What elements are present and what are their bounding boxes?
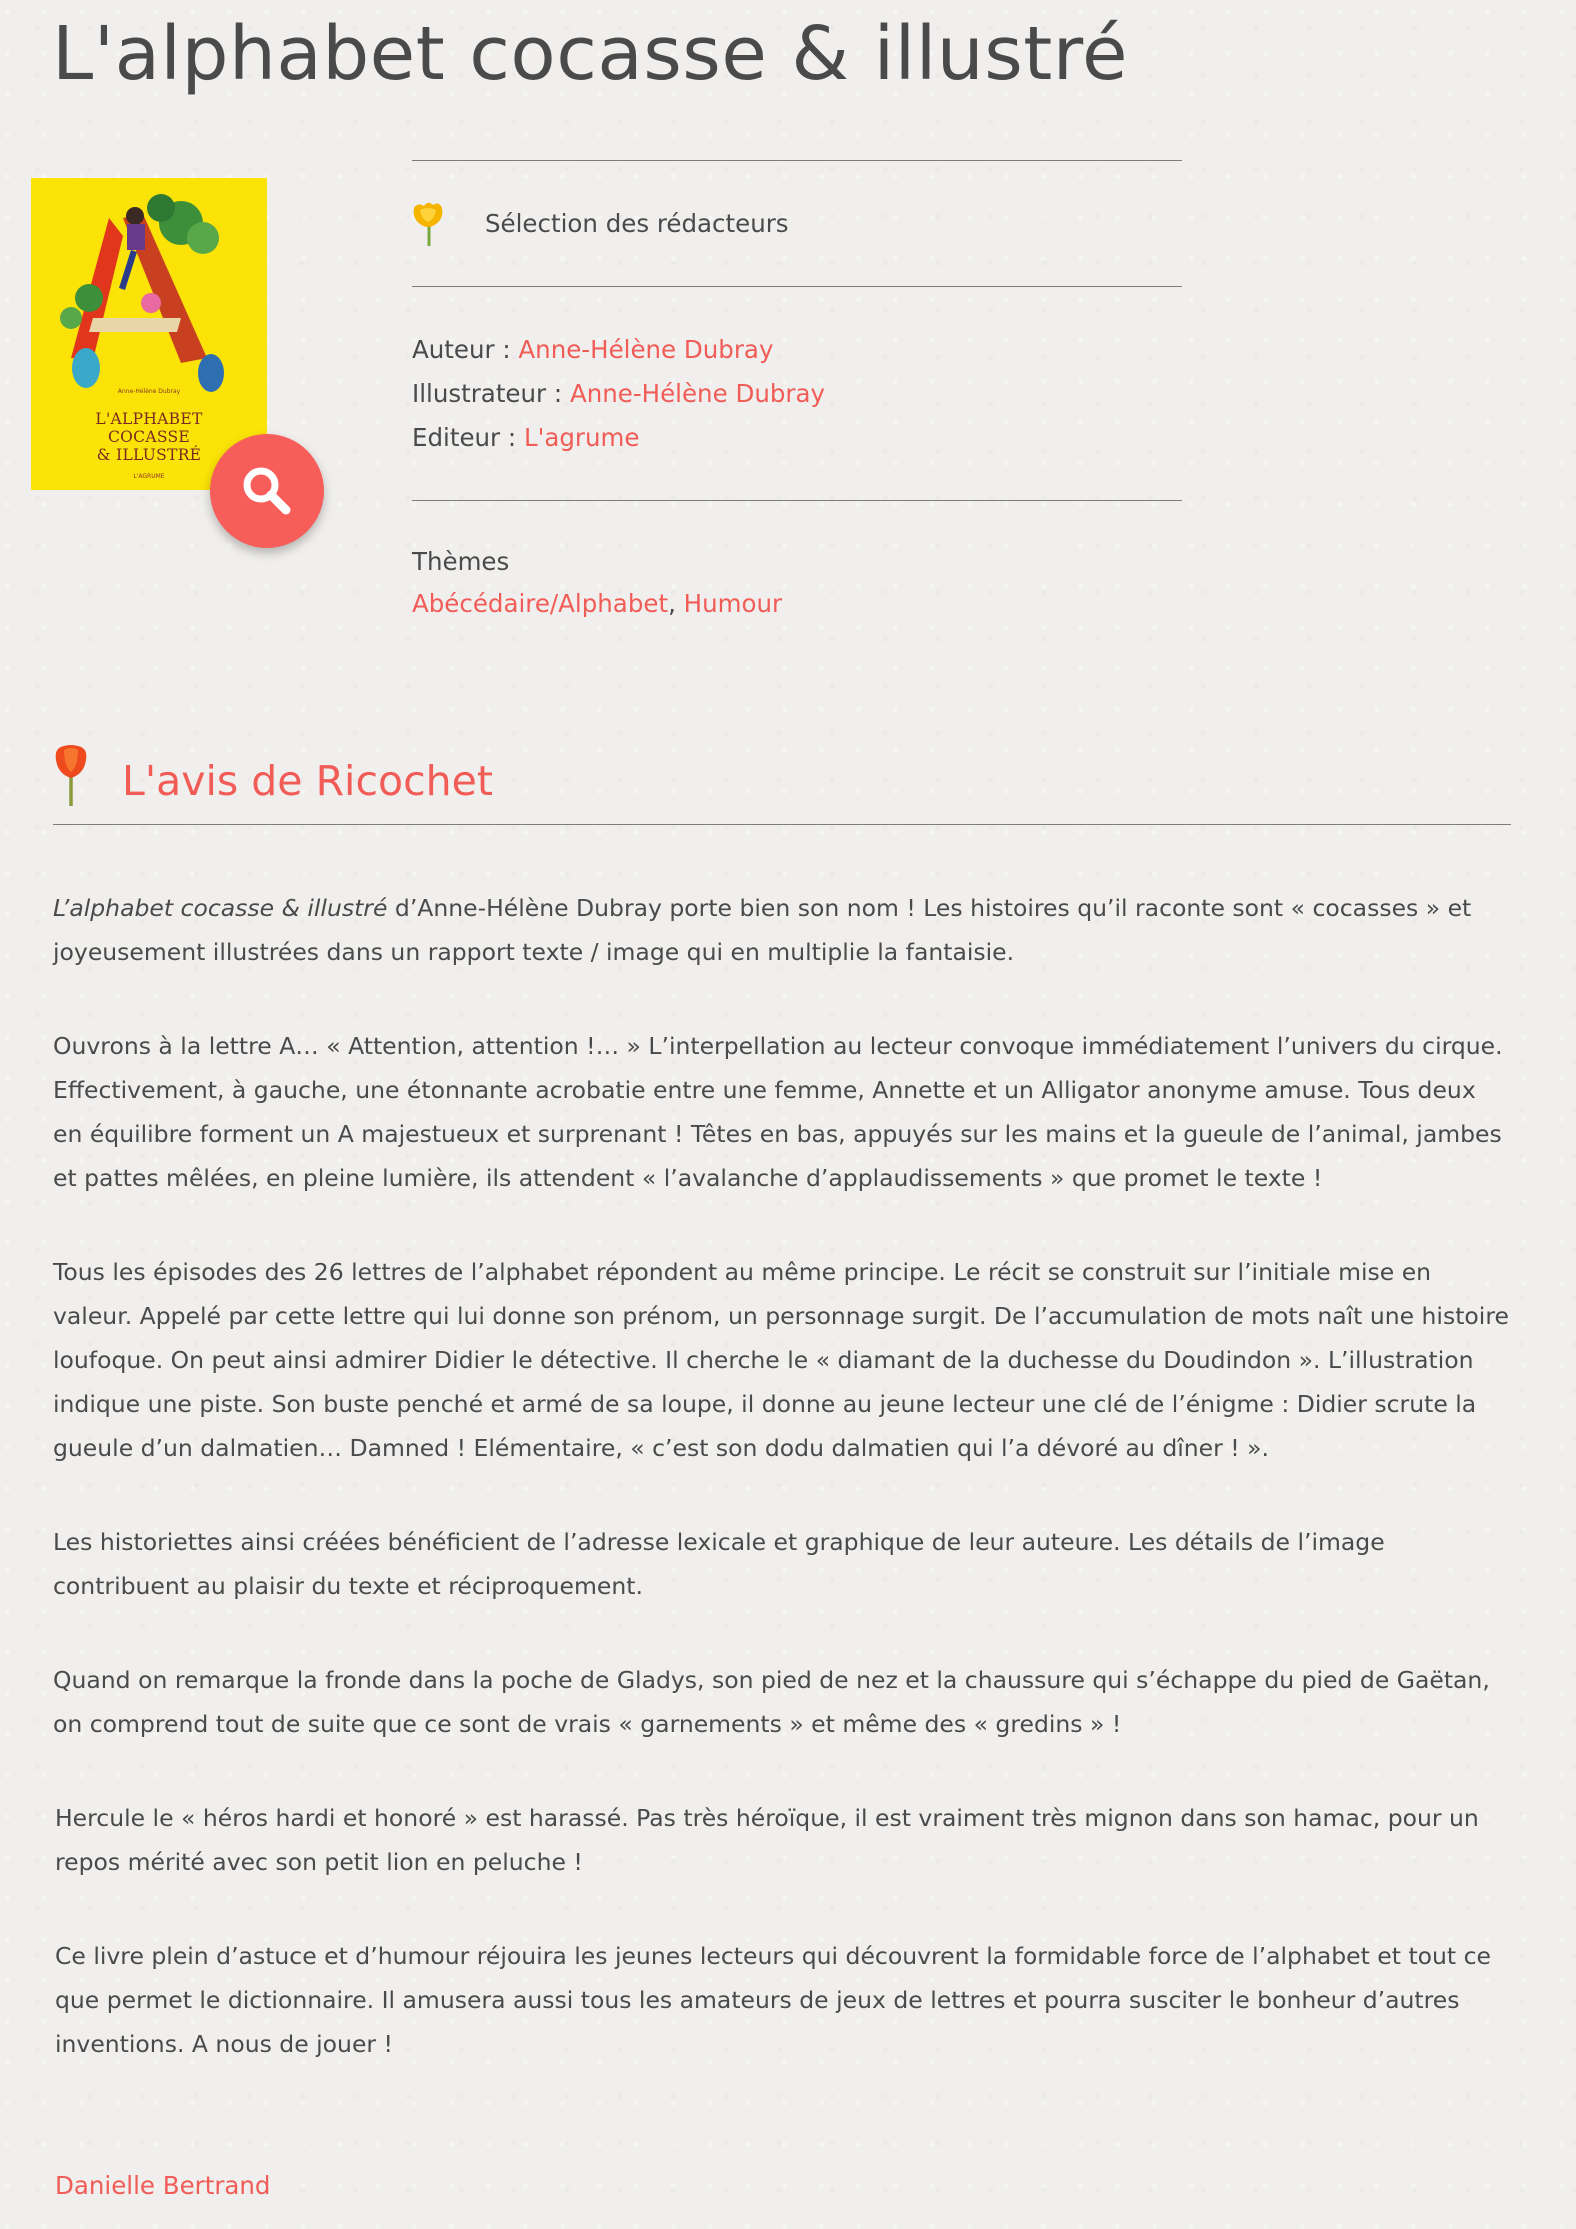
review-paragraph: Tous les épisodes des 26 lettres de l’alphabet répondent au même principe. Le récit se construit sur l’initiale mise en valeur. Appelé par cette lettre qui lui donne son prénom, un personnage surgit. De l’accumulation de mots naît une histoire loufoque. On peut ainsi admirer Didier le détective. Il cherche le « diamant de la duchesse du Doudindon ». L’illustration indique une piste. Son buste penché et armé de sa loupe, il donne au jeune lecteur une clé de l’énigme : Didier scrute la gueule d’un dalmatien… Damned ! Elémentaire, « c’est son dodu dalmatien qui l’a dévoré au dîner ! ». (53, 1258, 1509, 1462)
book-cover[interactable] (31, 178, 267, 490)
divider (412, 500, 1182, 501)
author-label: Auteur : (412, 335, 511, 364)
author-link[interactable]: Anne-Hélène Dubray (518, 335, 774, 364)
review-paragraph: Les historiettes ainsi créées bénéficient de l’adresse lexicale et graphique de leur auteure. Les détails de l’image contribuent au plaisir du texte et réciproquement. (53, 1528, 1385, 1600)
zoom-button[interactable] (210, 434, 324, 548)
page-title: L'alphabet cocasse & illustré (52, 11, 1129, 97)
editors-selection-label: Sélection des rédacteurs (485, 209, 789, 238)
book-title-italic: L’alphabet cocasse & illustré (53, 894, 388, 922)
cover-publisher: L'AGRUME (133, 473, 165, 480)
review-paragraph: Ce livre plein d’astuce et d’humour réjouira les jeunes lecteurs qui découvrent la formidable force de l’alphabet et tout ce que permet le dictionnaire. Il amusera aussi tous les amateurs de jeux de lettres et pourra susciter le bonheur d’autres inventions. A nous de jouer ! (55, 1942, 1491, 2058)
divider (412, 160, 1182, 161)
illustrator-link[interactable]: Anne-Hélène Dubray (569, 379, 825, 408)
yellow-flower-icon (408, 200, 448, 250)
section-divider (53, 824, 1511, 825)
illustrator-line (412, 378, 825, 410)
themes-label: Thèmes (412, 547, 510, 576)
magnifier-icon (237, 461, 297, 521)
theme-separator: , (668, 589, 676, 618)
reviewer-signature[interactable]: Danielle Bertrand (55, 2171, 271, 2200)
cover-title-line: L'ALPHABET (95, 410, 203, 428)
theme-link-humour[interactable]: Humour (683, 589, 783, 618)
theme-link-alphabet[interactable]: Abécédaire/Alphabet (412, 589, 669, 618)
author-line (412, 334, 773, 366)
illustrator-label: Illustrateur : (412, 379, 563, 408)
cover-author: Anne-Hélène Dubray (117, 388, 181, 395)
publisher-line (412, 422, 639, 454)
themes-list (412, 588, 782, 620)
review-body (53, 886, 1551, 2116)
review-paragraph: Hercule le « héros hardi et honoré » est harassé. Pas très héroïque, il est vraiment très mignon dans son hamac, pour un repos mérité avec son petit lion en peluche ! (55, 1804, 1479, 1876)
cover-title-line: COCASSE (108, 428, 190, 446)
review-paragraph: Ouvrons à la lettre A… « Attention, attention !… » L’interpellation au lecteur convoque immédiatement l’univers du cirque. Effectivement, à gauche, une étonnante acrobatie entre une femme, Annette et un Alligator anonyme amuse. Tous deux en équilibre forment un A majestueux et surprenant ! Têtes en bas, appuyés sur les mains et la gueule de l’animal, jambes et pattes mêlées, en pleine lumière, ils attendent « l’avalanche d’applaudissements » que promet le texte ! (53, 1032, 1503, 1192)
publisher-link[interactable]: L'agrume (523, 423, 640, 452)
review-title: L'avis de Ricochet (122, 757, 493, 805)
publisher-label: Editeur : (412, 423, 517, 452)
red-flower-icon (48, 744, 94, 810)
review-paragraph: Quand on remarque la fronde dans la poche de Gladys, son pied de nez et la chaussure qui s’échappe du pied de Gaëtan, on comprend tout de suite que ce sont de vrais « garnements » et même des « gredins » ! (53, 1666, 1490, 1738)
intro-text: d’Anne-Hélène Dubray porte bien son nom ! Les histoires qu’il raconte sont « cocasses » et joyeusement illustrées dans un rapport texte / image qui en multiplie la fantaisie. (53, 894, 1472, 966)
review-paragraph (53, 886, 1511, 974)
cover-title-line: & ILLUSTRÉ (96, 446, 202, 464)
divider (412, 286, 1182, 287)
